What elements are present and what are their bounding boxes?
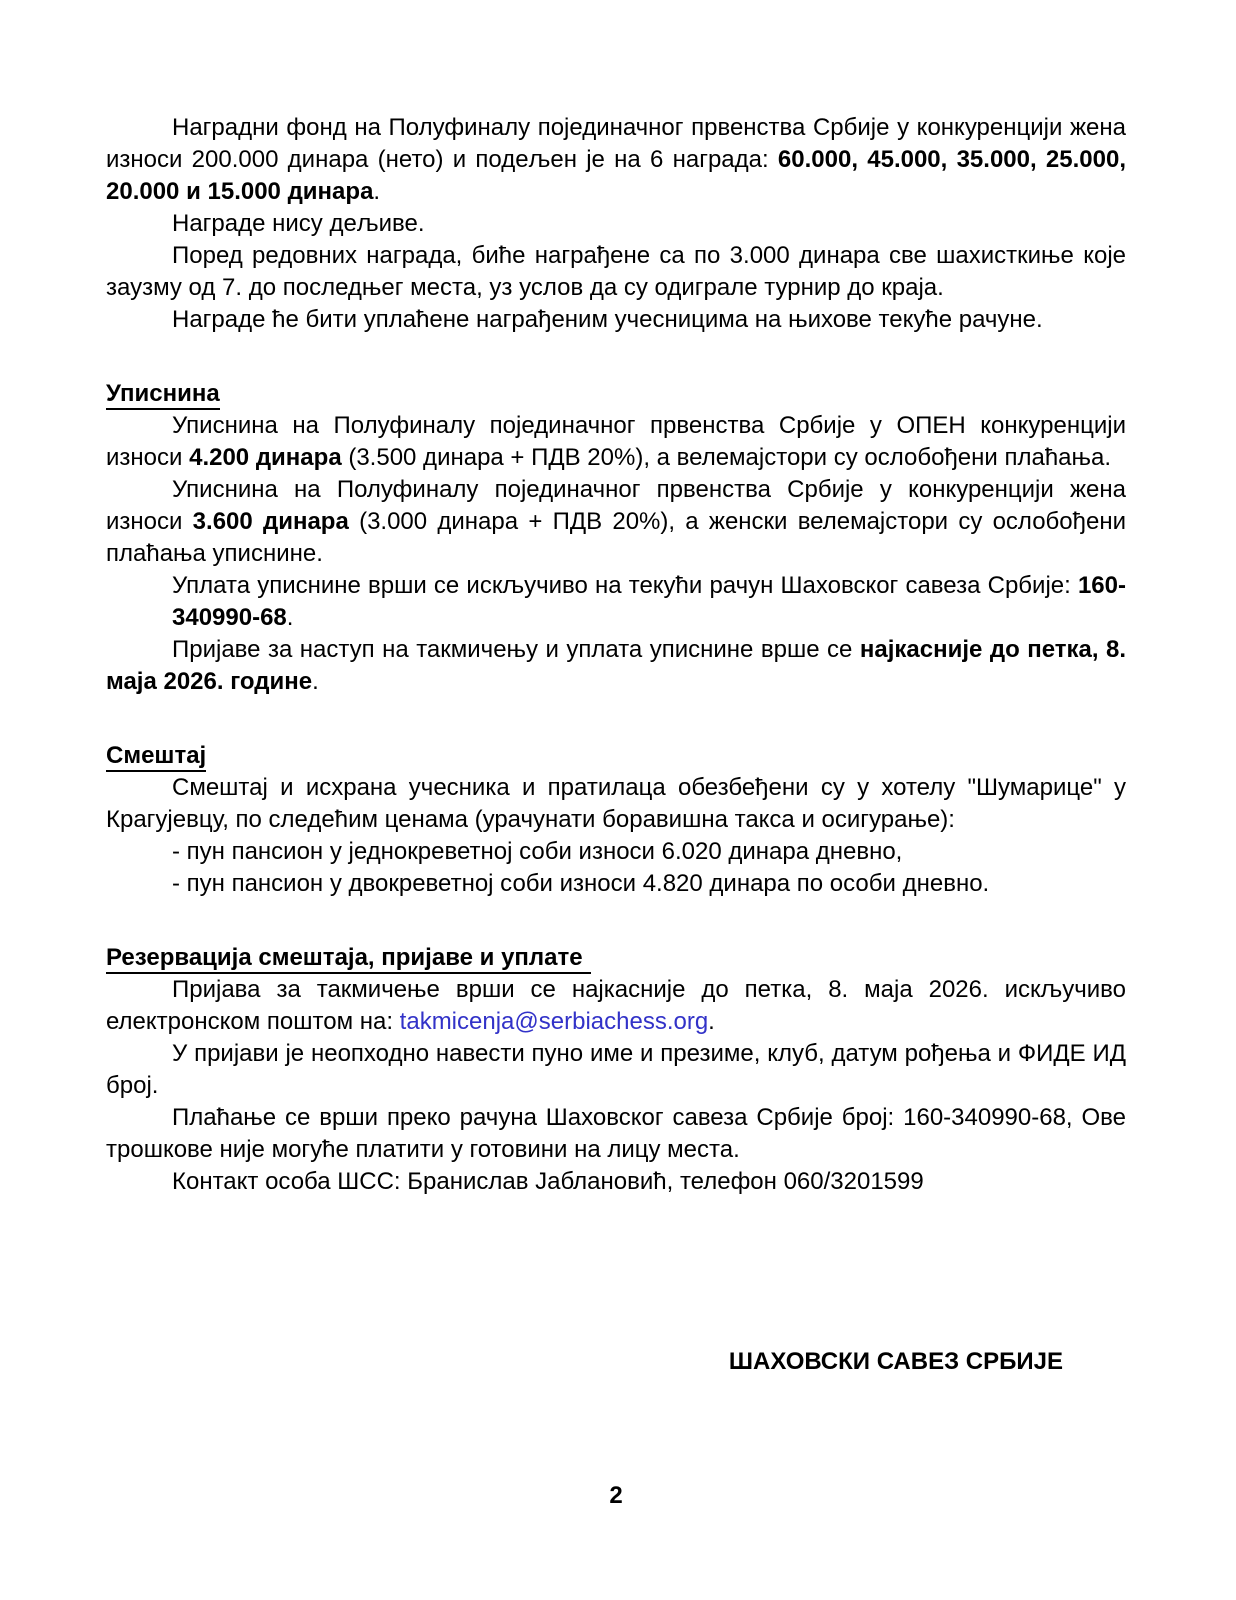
text-run-bold-deadline: најкасније до петка, 8. маја 2026. године [106, 636, 1126, 695]
text-run: Уписнина на Полуфиналу појединачног првенства Србије у ОПЕН конкуренцији износи [106, 412, 1126, 471]
organization-signature [106, 1346, 1126, 1378]
text-run-bold-fee-women: 3.600 динара [192, 508, 349, 535]
text-run: У пријави је неопходно навести пуно име и презиме, клуб, датум рођења и ФИДЕ ИД број. [106, 1040, 1126, 1099]
text-run: Наградни фонд на Полуфиналу појединачног првенства Србије у конкуренцији жена износи 200.000 динара (нето) и подељен је на 6 награда: [106, 114, 1126, 173]
text-run: Поред редовних награда, биће награђене са по 3.000 динара све шахисткиње које заузму од 7. до последњег места, уз услов да су одиграле турнир до краја. [106, 242, 1126, 301]
section-heading-reservation [106, 942, 1126, 974]
text-run: Пријаве за наступ на такмичењу и уплата уписнине врше се [172, 636, 860, 663]
text-run: - пун пансион у једнокреветној соби износи 6.020 динара дневно, [172, 838, 903, 865]
paragraph-prizes-not-divisible [106, 208, 1126, 240]
section-heading-accommodation [106, 740, 1126, 772]
text-run-bold-account-part1: 160- [1077, 572, 1126, 599]
paragraph-entry-fee-open [106, 410, 1126, 474]
paragraph-payment-account [106, 1102, 1126, 1166]
page-number [106, 1480, 1126, 1512]
paragraph-entry-fee-women [106, 474, 1126, 570]
text-run: Уплата уписнине врши се искључиво на текући рачун Шаховског савеза Србије: [172, 572, 1078, 599]
heading-text: Уписнина [106, 380, 220, 410]
text-run: . [286, 604, 294, 631]
text-run-bold-account-part2: 340990-68 [172, 604, 287, 631]
text-run: . [373, 178, 381, 205]
text-run: Пријава за такмичење врши се најкасније до петка, 8. маја 2026. искључиво електронском поштом на: [106, 976, 1126, 1035]
paragraph-accommodation-info [106, 772, 1126, 836]
paragraph-registration-details [106, 1038, 1126, 1102]
paragraph-fee-payment-line2 [106, 602, 1126, 634]
paragraph-extra-prizes [106, 240, 1126, 304]
text-run: 2 [609, 1482, 623, 1509]
text-run: ШАХОВСКИ САВЕЗ СРБИЈЕ [728, 1348, 1063, 1375]
heading-text: Резервација смештаја, пријаве и уплате [106, 944, 591, 974]
text-run: (3.500 динара + ПДВ 20%), а велемајстори су ослобођени плаћања. [341, 444, 1112, 471]
list-item-single-room [106, 836, 1126, 868]
text-run: Награде нису дељиве. [172, 210, 425, 237]
paragraph-registration-deadline [106, 634, 1126, 698]
paragraph-fee-payment-line1 [106, 570, 1126, 602]
text-run: Плаћање се врши преко рачуна Шаховског савеза Србије број: 160-340990-68, Ове трошкове није могуће платити у готовини на лицу места. [106, 1104, 1126, 1163]
text-run-bold-prize-amounts: 60.000, 45.000, 35.000, 25.000, 20.000 и 15.000 динара [106, 146, 1126, 205]
paragraph-prize-fund [106, 112, 1126, 208]
paragraph-contact-person [106, 1166, 1126, 1198]
text-run: . [708, 1008, 715, 1035]
text-run: - пун пансион у двокреветној соби износи 4.820 динара по особи дневно. [172, 870, 990, 897]
text-run: Уписнина на Полуфиналу појединачног првенства Србије у конкуренцији жена износи [106, 476, 1126, 535]
text-run: . [312, 668, 319, 695]
paragraph-reservation-email [106, 974, 1126, 1038]
text-run: Награде ће бити уплаћене награђеним учесницима на њихове текуће рачуне. [172, 306, 1043, 333]
email-link[interactable]: takmicenja@serbiachess.org [399, 1008, 709, 1035]
list-item-double-room [106, 868, 1126, 900]
heading-text: Смештај [106, 742, 206, 772]
text-run: Контакт особа ШСС: Бранислав Јаблановић, телефон 060/3201599 [172, 1168, 924, 1195]
paragraph-prize-payment [106, 304, 1126, 336]
text-run-bold-fee-open: 4.200 динара [189, 444, 342, 471]
section-heading-entry-fee [106, 378, 1126, 410]
text-run: (3.000 динара + ПДВ 20%), а женски велемајстори су ослобођени плаћања уписнине. [106, 508, 1126, 567]
text-run: Смештај и исхрана учесника и пратилаца обезбеђени су у хотелу "Шумарице" у Крагујевцу, по следећим ценама (урачунати боравишна такса и осигурање): [106, 774, 1126, 833]
